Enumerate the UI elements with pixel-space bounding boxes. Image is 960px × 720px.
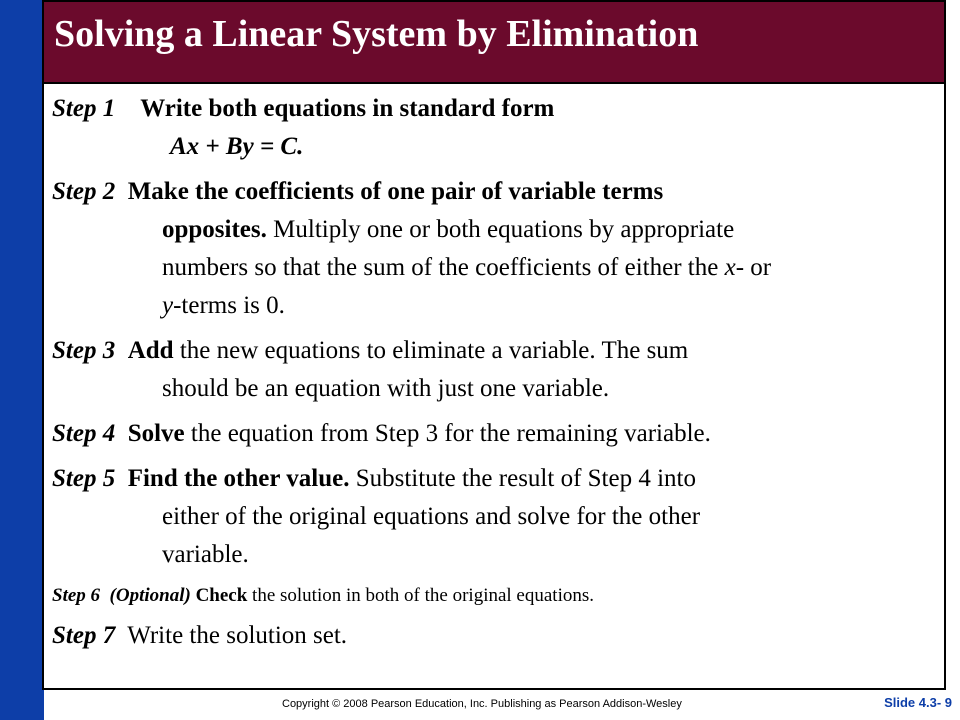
slide-frame xyxy=(42,0,946,690)
step-2-bold-b: opposites. xyxy=(162,216,267,243)
step-2-text-b: numbers so that the sum of the coefficients of either the xyxy=(162,254,725,281)
step-label: Step 3 xyxy=(52,337,116,364)
step-label: Step 6 xyxy=(52,585,101,606)
step-1 xyxy=(52,90,940,166)
step-4-text: the equation from Step 3 for the remaining variable. xyxy=(184,420,711,447)
standard-form-formula: Ax + By = C. xyxy=(170,133,304,160)
optional-label: (Optional) xyxy=(109,585,191,606)
step-2-text-d: -terms is 0. xyxy=(173,292,285,319)
step-6 xyxy=(52,581,940,611)
step-label: Step 5 xyxy=(52,465,116,492)
step-label: Step 2 xyxy=(52,178,116,205)
step-5-text-c: variable. xyxy=(162,541,249,568)
step-3 xyxy=(52,332,940,408)
left-accent-bar xyxy=(0,0,44,720)
step-3-text-b: should be an equation with just one variable. xyxy=(162,375,610,402)
step-5 xyxy=(52,460,940,574)
step-7-text: Write the solution set. xyxy=(127,622,348,649)
step-label: Step 7 xyxy=(52,622,116,649)
title-bar xyxy=(44,2,944,84)
step-label: Step 1 xyxy=(52,95,116,122)
var-y: y xyxy=(162,292,174,319)
slide-title: Solving a Linear System by Elimination xyxy=(54,13,699,55)
step-7 xyxy=(52,617,940,655)
step-2 xyxy=(52,173,940,325)
step-2-text-a: Multiply one or both equations by appropriate xyxy=(266,216,735,243)
step-4 xyxy=(52,415,940,453)
step-2-bold-a: Make the coefficients of one pair of variable terms xyxy=(127,178,664,205)
step-5-text-a: Substitute the result of Step 4 into xyxy=(349,465,696,492)
slide-number: Slide 4.3- 9 xyxy=(884,695,952,710)
step-5-bold: Find the other value. xyxy=(127,465,350,492)
steps-list xyxy=(52,90,940,662)
step-6-bold: Check xyxy=(195,585,248,606)
step-3-bold: Add xyxy=(127,337,174,364)
step-4-bold: Solve xyxy=(127,420,185,447)
step-6-text: the solution in both of the original equations. xyxy=(247,585,595,606)
var-x: x xyxy=(724,254,736,281)
step-1-text: Write both equations in standard form xyxy=(140,95,555,122)
step-3-text-a: the new equations to eliminate a variable. The sum xyxy=(173,337,689,364)
copyright-footer: Copyright © 2008 Pearson Education, Inc. Publishing as Pearson Addison-Wesley xyxy=(282,698,682,710)
step-2-text-c: - or xyxy=(735,254,772,281)
step-5-text-b: either of the original equations and solve for the other xyxy=(162,503,701,530)
step-label: Step 4 xyxy=(52,420,116,447)
